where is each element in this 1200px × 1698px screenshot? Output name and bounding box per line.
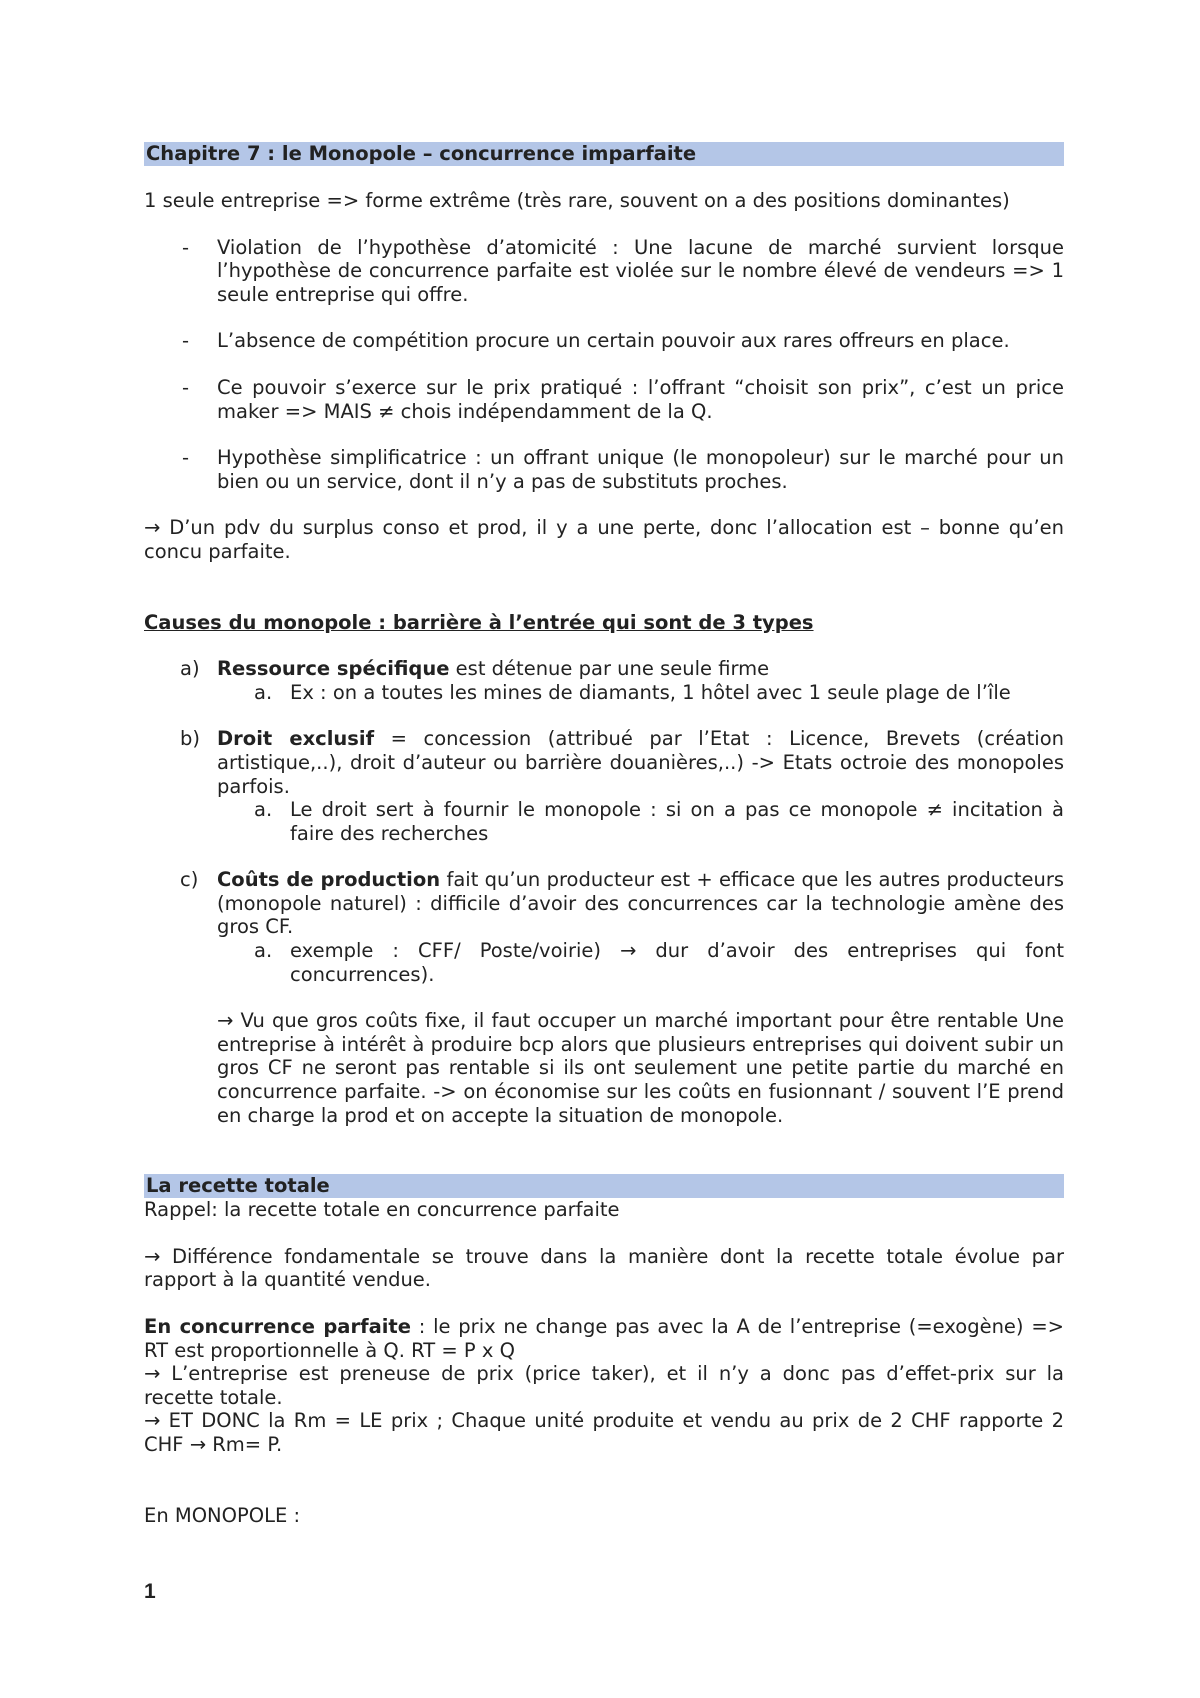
cause-subitem [144, 939, 1064, 986]
rappel-line: Rappel: la recette totale en concurrence parfaite [144, 1198, 620, 1222]
concurrence-parfaite-paragraph [144, 1315, 1064, 1362]
page-number: 1 [144, 1580, 156, 1603]
bullet-marker: - [182, 375, 190, 399]
cause-item [144, 727, 1064, 798]
bullet-item [144, 376, 1064, 423]
conclusion-paragraph: → D’un pdv du surplus conso et prod, il y a une perte, donc l’allocation est – bonne qu’en concu parfaite. [144, 516, 1064, 563]
cause-text: fait qu’un producteur est + efficace que les autres producteurs (monopole naturel) : difficile d’avoir des concurrences car la technologie amène des gros CF. [217, 868, 1065, 939]
cause-text: = concession (attribué par l’Etat : Licence, Brevets (création artistique,..), droit d’auteur ou barrière douanières,..) -> Etats octroie des monopoles parfois. [217, 727, 1065, 798]
causes-note: → Vu que gros coûts fixe, il faut occuper un marché important pour être rentable Une entreprise à intérêt à produire bcp alors que plusieurs entreprises qui doivent subir un gros CF ne seront pas rentable si ils ont seulement une petite partie du marché en concurrence parfaite. -> on économise sur les coûts en fusionnant / souvent l’E prend en charge la prod et on accepte la situation de monopole. [217, 1009, 1064, 1127]
subitem-marker: a. [254, 680, 273, 704]
subitem-text: Ex : on a toutes les mines de diamants, 1 hôtel avec 1 seule plage de l’île [290, 680, 1011, 704]
cause-item [144, 868, 1064, 939]
difference-paragraph: → Différence fondamentale se trouve dans la manière dont la recette totale évolue par rapport à la quantité vendue. [144, 1244, 1064, 1292]
cause-item [144, 657, 1064, 681]
bullet-item [144, 329, 1064, 353]
subitem-marker: a. [254, 939, 273, 963]
bullet-item [144, 446, 1064, 493]
intro-paragraph: 1 seule entreprise => forme extrême (très rare, souvent on a des positions dominantes) [144, 189, 1010, 212]
bullet-marker: - [182, 329, 190, 353]
bullet-text: Violation de l’hypothèse d’atomicité : Une lacune de marché survient lorsque l’hypothèse de concurrence parfaite est violée sur le nombre élevé de vendeurs => 1 seule entreprise qui offre. [217, 235, 1064, 306]
chapter-title: Chapitre 7 : le Monopole – concurrence imparfaite [144, 142, 1064, 166]
section-heading-recette: La recette totale [144, 1174, 1064, 1198]
cause-marker: c) [180, 868, 199, 892]
cause-subitem [144, 798, 1064, 845]
bullet-text: L’absence de compétition procure un certain pouvoir aux rares offreurs en place. [217, 329, 1010, 353]
subitem-marker: a. [254, 798, 273, 822]
bullet-text: Hypothèse simplificatrice : un offrant unique (le monopoleur) sur le marché pour un bien ou un service, dont il n’y a pas de substituts proches. [217, 446, 1064, 493]
cause-subitem [144, 681, 1064, 705]
subitem-text: exemple : CFF/ Poste/voirie) → dur d’avoir des entreprises qui font concurrences). [290, 939, 1064, 986]
bullet-marker: - [182, 446, 190, 470]
bullet-text: Ce pouvoir s’exerce sur le prix pratiqué : l’offrant “choisit son prix”, c’est un price maker => MAIS ≠ chois indépendamment de la Q. [217, 375, 1064, 423]
causes-heading: Causes du monopole : barrière à l’entrée qui sont de 3 types [144, 610, 814, 634]
bullet-item [144, 236, 1064, 307]
subitem-text: Le droit sert à fournir le monopole : si on a pas ce monopole ≠ incitation à faire des recherches [290, 798, 1064, 845]
document-body [144, 142, 1064, 1527]
rm-equals-price-line: → ET DONC la Rm = LE prix ; Chaque unité produite et vendu au prix de 2 CHF rapporte 2 CHF → Rm= P. [144, 1409, 1064, 1456]
cause-term: Droit exclusif [217, 727, 375, 751]
cause-term: Coûts de production [217, 868, 441, 892]
cause-text: est détenue par une seule firme [449, 657, 770, 681]
price-taker-line: → L’entreprise est preneuse de prix (price taker), et il n’y a donc pas d’effet-prix sur la recette totale. [144, 1362, 1064, 1409]
cause-marker: b) [180, 727, 200, 751]
cp-term: En concurrence parfaite [144, 1315, 411, 1338]
bullet-marker: - [182, 235, 190, 259]
cause-term: Ressource spécifique [217, 657, 450, 681]
cause-marker: a) [180, 657, 200, 681]
monopole-line: En MONOPOLE : [144, 1503, 301, 1527]
cp-text: : le prix ne change pas avec la A de l’entreprise (=exogène) => RT est proportionnelle à Q. RT = P x Q [144, 1315, 1064, 1362]
